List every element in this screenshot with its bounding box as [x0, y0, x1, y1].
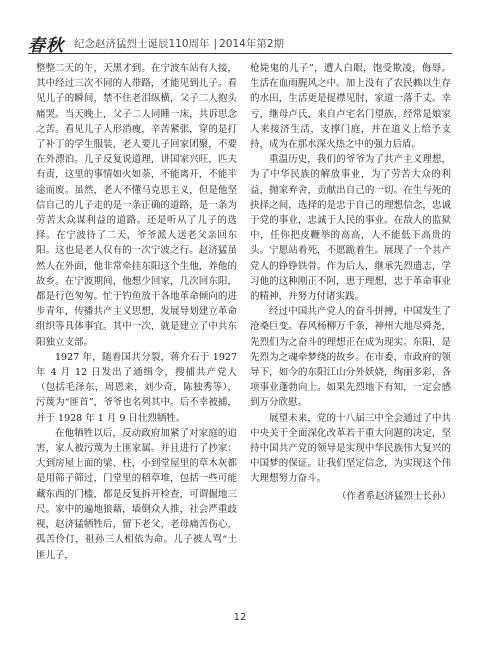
- paragraph: 整整二天的午，天黑才到。在宁波车站有人接，其中经过三次不同的人带路，才能见到儿子。看见儿子的瞬间，禁不住老泪纵横，父子二人抱头痛哭。当天晚上，父子二人同睡一床，共诉思念之苦。看见儿子人形消瘦，辛苦紧张，穿的是打了补丁的学生服装，老人要儿子回家团聚，不要在外漂泊。儿子反复说道理，讲国家兴旺，匹夫有责，这里的事情如火如荼，不能离开，不能半途而废。虽然，老人不懂马克思主义，但是他坚信自己的儿子走的是一条正确的道路，是一条为劳苦大众谋利益的道路。还是听从了儿子的选择。在宁波待了二天，爷爷派人送老父亲回东阳。这也是老人仅有的一次宁波之行。赵济猛虽然人在外面，他非常牵挂东阳这个生他，养他的故乡。在宁波期间，他想少回家，几次回东阳，都是行色匆匆。忙于钓鱼放干各地革命倾向的进步青年，传播共产主义思想，发展导划建立革命组织等具体事宜。其中一次，就是建立了中共东阳独立支部。: [36, 63, 237, 348]
- paragraph: 在他牺牲以后，反动政府加紧了对家庭的追害，家人被污蔑为土匪家属。并且进行了抄家：大到房屋上面的梁、柱，小到堂屋里的草木灰都是用筛子筛过，门堂里的稻草堆，包括一些可能藏东西的门槛，都是反复拆开检查，可谓掘地三尺。家中的遍地狼藉，墙倒众人推，社会严重歧视，赵济猛牺牲后，留下老父，老母痛苦伤心，孤苦伶仃，祖孙三人相依为命。儿子被人骂“土匪儿子，: [36, 427, 237, 561]
- author-byline: （作者系赵济猛烈士长孙）: [336, 490, 451, 502]
- column-name: 纪念赵济猛烈士诞辰110周年: [74, 38, 210, 50]
- paragraph: 展望未来，党的十八届三中全会通过了中共中央关于全面深化改革若干重大问题的决定，坚持中国共产党的领导是实现中华民族伟大复兴的中国梦的保证。让我们坚定信念，为实现这个伟大理想努力奋斗。: [250, 412, 451, 485]
- header-subtitle: [74, 36, 286, 51]
- issue-label: 2014年第2期: [219, 38, 284, 50]
- page-number: 12: [233, 612, 247, 623]
- paragraph: 1927 年，随着国共分裂，蒋介石于 1927 年 4 月 12 日发出了通缉令，搜捕共产党人（包括毛泽东，周恩来，刘少奇，陈独秀等），污蔑为“匪首”，爷爷也名列其中。后不幸被捕，并于 1928 年 1 月 9 日壮烈牺牲。: [36, 351, 237, 424]
- page-header: [28, 33, 452, 54]
- header-separator: |: [213, 38, 218, 50]
- right-column: [250, 61, 451, 601]
- left-column: [36, 61, 237, 601]
- paragraph: 重温历史，我们的爷爷为了共产主义理想，为了中华民族的解放事业，为了劳苦大众的利益，抛家弃舍，贡献出自己的一切。在生与死的抉择之间，选择的是忠于自己的理想信念，忠诚于党的事业，忠诚于人民的事业。在敌人的监狱中，任你把皮鞭举的高高，人不能低下高贵的头。宁愿站着死，不愿跪着生。展现了一个共产党人的铮铮铁骨。作为后人，继承先烈遗志，学习他的这种刚正不阿，患于理想，忠于革命事业的精神，并努力付诸实践。: [250, 154, 451, 303]
- magazine-brand: 春秋: [28, 36, 64, 56]
- paragraph: 经过中国共产党人的奋斗拼搏，中国发生了沧桑巨变。春风杨柳万千条，神州大地尽舜尧，先烈们为之奋斗的理想正在成为现实。东阳，是先烈为之魂牵梦绕的故乡。在市委，市政府的领导下，如今的东阳江山分外妖娆，绚丽多彩，各项事业蓬勃向上。如果先烈地下有知，一定会感到万分欣慰。: [250, 306, 451, 409]
- paragraph: 枪毙鬼的儿子”，遭人白眼，饱受欺凌，侮辱。生活在血雨腥风之中。加上没有了农民赖以生存的水田，生活更是捉襟见肘，家道一落千丈。幸亏，继母卢氏，来自卢宅名门望族，经常是娘家人来接济生活，支撑门庭，并在道义上给予支持，成为在那水深火热之中的强力后盾。: [250, 63, 451, 151]
